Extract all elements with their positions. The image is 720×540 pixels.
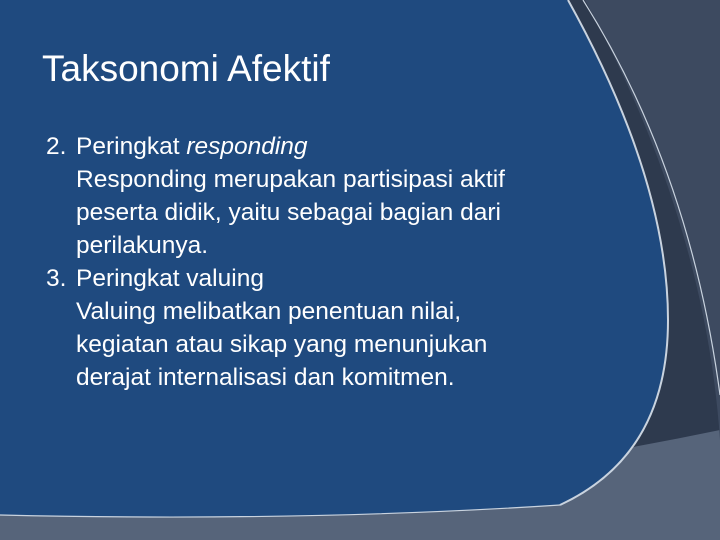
item-description-line: peserta didik, yaitu sebagai bagian dari xyxy=(76,199,501,226)
slide-title: Taksonomi Afektif xyxy=(42,48,330,89)
item-heading-text: Peringkat xyxy=(76,133,180,160)
slide-body xyxy=(46,130,646,394)
item-heading-3 xyxy=(46,262,646,295)
item-description-line: derajat internalisasi dan komitmen. xyxy=(76,364,455,391)
item-heading-emphasis: responding xyxy=(186,133,308,160)
item-number: 2. xyxy=(46,133,67,160)
item-description-line: kegiatan atau sikap yang menunjukan xyxy=(76,331,488,358)
item-number: 3. xyxy=(46,265,67,292)
item-description-line: Valuing melibatkan penentuan nilai, xyxy=(76,298,462,325)
item-heading-text: Peringkat valuing xyxy=(76,265,264,292)
item-description-line: Responding merupakan partisipasi aktif xyxy=(76,166,505,193)
item-heading-2 xyxy=(46,130,646,163)
item-description-line: perilakunya. xyxy=(76,232,209,259)
